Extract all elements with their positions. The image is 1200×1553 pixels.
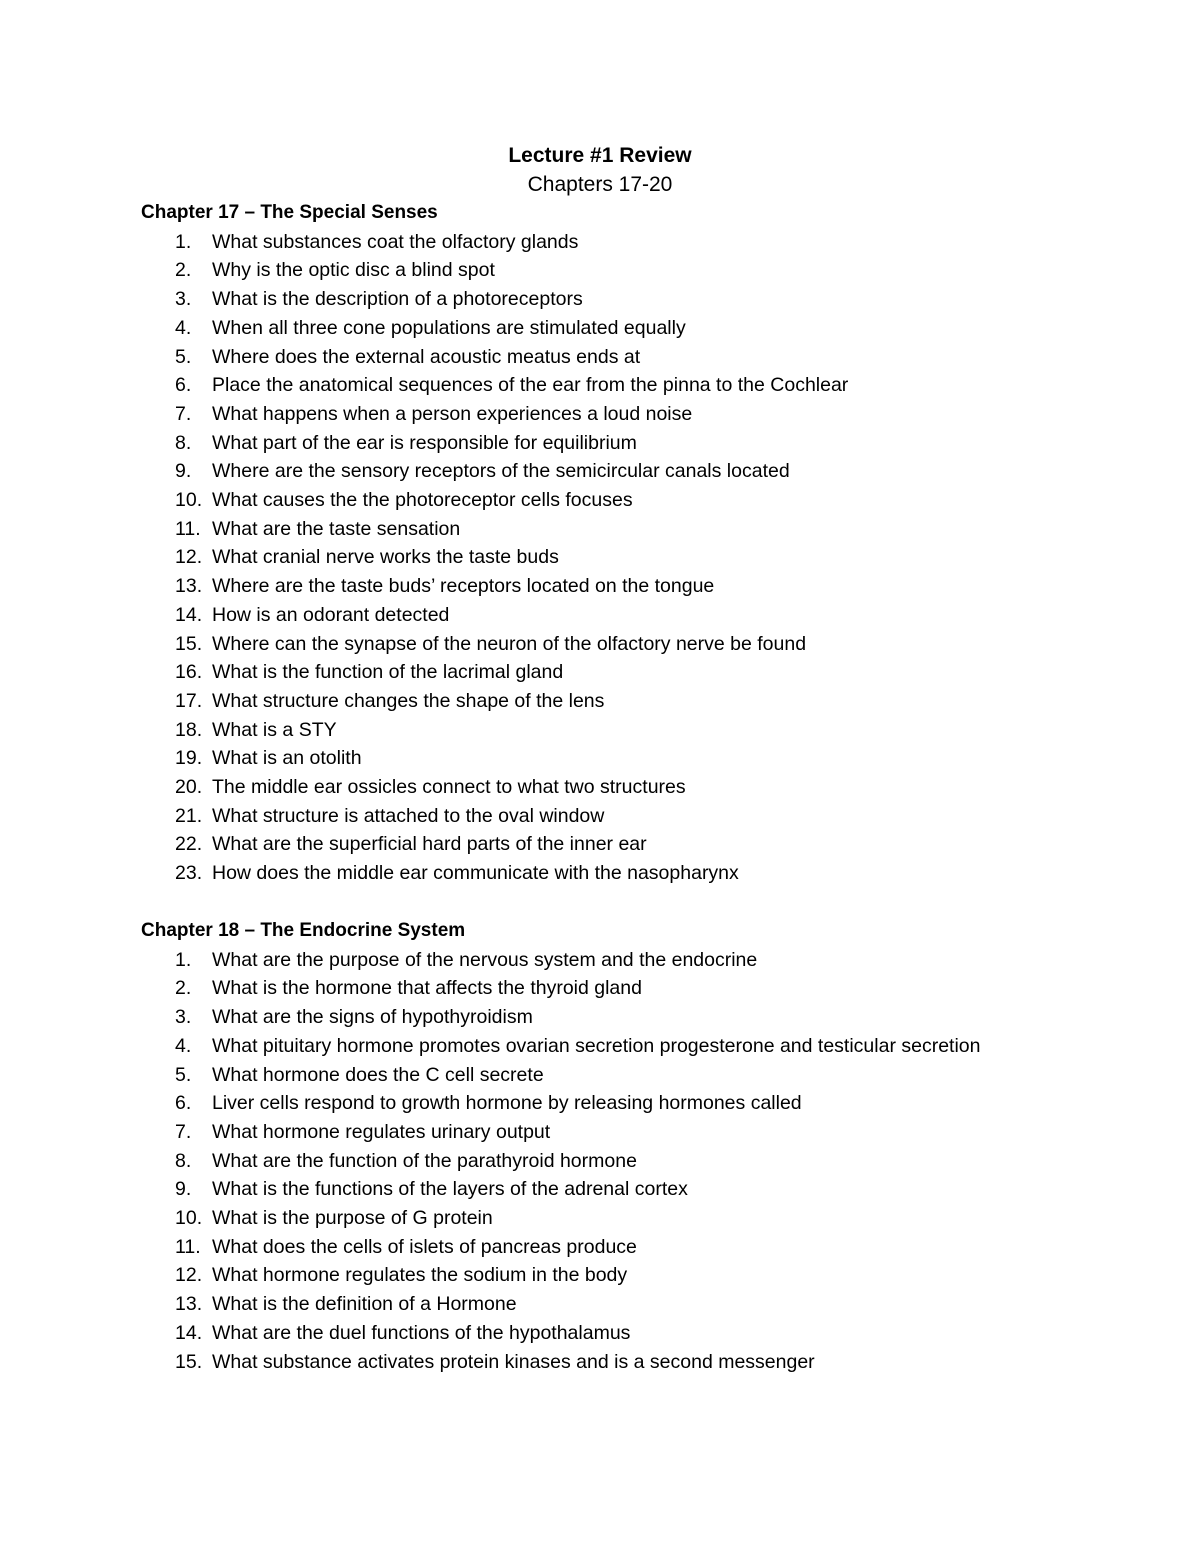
chapter-18-section: [141, 917, 1041, 1376]
question-number: 6.: [175, 374, 192, 397]
question-item: [141, 716, 1041, 745]
question-item: [141, 400, 1041, 429]
question-number: 12.: [175, 1264, 203, 1287]
question-text: What substance activates protein kinases and is a second messenger: [212, 1350, 815, 1373]
question-text: When all three cone populations are stimulated equally: [212, 316, 686, 339]
question-item: [141, 946, 1041, 975]
question-text: Where can the synapse of the neuron of the olfactory nerve be found: [212, 632, 807, 655]
question-number: 19.: [175, 747, 203, 770]
question-text: Where does the external acoustic meatus ends at: [212, 345, 641, 368]
question-number: 2.: [175, 977, 192, 1000]
question-item: [141, 486, 1041, 515]
question-item: [141, 429, 1041, 458]
question-item: [141, 1233, 1041, 1262]
chapter-17-heading: Chapter 17 – The Special Senses: [141, 202, 438, 223]
question-text: What hormone does the C cell secrete: [212, 1063, 544, 1086]
question-item: [141, 744, 1041, 773]
question-text: Place the anatomical sequences of the ear from the pinna to the Cochlear: [212, 374, 849, 397]
question-text: What is the functions of the layers of the adrenal cortex: [212, 1178, 688, 1201]
question-number: 6.: [175, 1092, 192, 1115]
question-text: What cranial nerve works the taste buds: [212, 546, 559, 569]
question-item: [141, 1118, 1041, 1147]
question-text: What hormone regulates the sodium in the body: [212, 1264, 628, 1287]
question-number: 10.: [175, 1207, 203, 1230]
question-item: [141, 314, 1041, 343]
question-text: What does the cells of islets of pancreas produce: [212, 1235, 637, 1258]
chapter-18-heading: Chapter 18 – The Endocrine System: [141, 920, 466, 941]
question-number: 21.: [175, 804, 203, 827]
question-item: [141, 457, 1041, 486]
question-number: 7.: [175, 1120, 192, 1143]
question-text: What happens when a person experiences a loud noise: [212, 402, 693, 425]
question-item: [141, 228, 1041, 257]
question-text: What is the description of a photoreceptors: [212, 288, 583, 311]
question-text: Liver cells respond to growth hormone by releasing hormones called: [212, 1092, 802, 1115]
question-number: 16.: [175, 661, 203, 684]
question-number: 11.: [175, 1235, 201, 1258]
question-number: 14.: [175, 1321, 203, 1344]
question-number: 3.: [175, 288, 192, 311]
question-item: [141, 658, 1041, 687]
question-text: What are the taste sensation: [212, 517, 461, 540]
question-number: 9.: [175, 1178, 192, 1201]
question-number: 17.: [175, 689, 203, 712]
question-number: 15.: [175, 632, 203, 655]
question-text: What is the purpose of G protein: [212, 1207, 493, 1230]
question-item: [141, 974, 1041, 1003]
chapter-17-question-list: [141, 228, 1041, 888]
question-number: 12.: [175, 546, 203, 569]
question-text: What are the duel functions of the hypothalamus: [212, 1321, 631, 1344]
question-text: What is the definition of a Hormone: [212, 1293, 517, 1316]
question-text: What is the function of the lacrimal gland: [212, 661, 564, 684]
question-text: Where are the taste buds’ receptors located on the tongue: [212, 575, 715, 598]
question-text: What are the superficial hard parts of the inner ear: [212, 833, 647, 856]
question-item: [141, 1290, 1041, 1319]
question-item: [141, 630, 1041, 659]
question-number: 20.: [175, 776, 203, 799]
question-text: The middle ear ossicles connect to what two structures: [212, 776, 686, 799]
question-number: 3.: [175, 1006, 192, 1029]
question-text: What is the hormone that affects the thyroid gland: [212, 977, 642, 1000]
question-number: 4.: [175, 316, 192, 339]
question-item: [141, 1261, 1041, 1290]
question-number: 15.: [175, 1350, 203, 1373]
question-text: What causes the the photoreceptor cells focuses: [212, 489, 633, 512]
question-text: Why is the optic disc a blind spot: [212, 259, 495, 282]
question-item: [141, 601, 1041, 630]
question-item: [141, 343, 1041, 372]
question-item: [141, 285, 1041, 314]
question-number: 13.: [175, 575, 203, 598]
question-item: [141, 1204, 1041, 1233]
question-item: [141, 687, 1041, 716]
chapter-18-question-list: [141, 946, 1041, 1377]
question-item: [141, 1319, 1041, 1348]
question-number: 1.: [175, 948, 192, 971]
question-number: 5.: [175, 1063, 192, 1086]
chapter-17-section: [141, 199, 1041, 888]
question-text: What is an otolith: [212, 747, 362, 770]
question-number: 14.: [175, 603, 203, 626]
question-text: What are the function of the parathyroid hormone: [212, 1149, 637, 1172]
question-text: What structure changes the shape of the lens: [212, 689, 605, 712]
question-number: 8.: [175, 431, 192, 454]
question-text: What hormone regulates urinary output: [212, 1120, 551, 1143]
question-item: [141, 1147, 1041, 1176]
document-title: Lecture #1 Review: [508, 144, 692, 167]
question-text: What is a STY: [212, 718, 337, 741]
question-text: What are the purpose of the nervous system and the endocrine: [212, 948, 758, 971]
question-item: [141, 1003, 1041, 1032]
question-item: [141, 1089, 1041, 1118]
question-item: [141, 371, 1041, 400]
question-text: How does the middle ear communicate with the nasopharynx: [212, 862, 739, 885]
question-item: [141, 1061, 1041, 1090]
question-item: [141, 572, 1041, 601]
question-number: 8.: [175, 1149, 192, 1172]
question-item: [141, 515, 1041, 544]
question-item: [141, 802, 1041, 831]
question-text: What part of the ear is responsible for equilibrium: [212, 431, 637, 454]
question-text: What are the signs of hypothyroidism: [212, 1006, 533, 1029]
question-item: [141, 859, 1041, 888]
question-text: How is an odorant detected: [212, 603, 450, 626]
question-item: [141, 830, 1041, 859]
question-item: [141, 773, 1041, 802]
question-item: [141, 256, 1041, 285]
question-number: 13.: [175, 1293, 203, 1316]
question-number: 1.: [175, 230, 192, 253]
question-number: 18.: [175, 718, 203, 741]
question-item: [141, 1175, 1041, 1204]
question-item: [141, 1348, 1041, 1377]
question-number: 22.: [175, 833, 203, 856]
question-text: What pituitary hormone promotes ovarian secretion progesterone and testicular secretion: [212, 1034, 981, 1057]
question-number: 2.: [175, 259, 192, 282]
question-text: Where are the sensory receptors of the semicircular canals located: [212, 460, 790, 483]
document-subtitle: Chapters 17-20: [527, 173, 673, 196]
question-number: 10.: [175, 489, 203, 512]
question-number: 7.: [175, 402, 192, 425]
question-text: What structure is attached to the oval window: [212, 804, 605, 827]
question-item: [141, 1032, 1041, 1061]
question-number: 5.: [175, 345, 192, 368]
question-item: [141, 543, 1041, 572]
question-number: 9.: [175, 460, 192, 483]
question-number: 4.: [175, 1034, 192, 1057]
question-number: 11.: [175, 517, 201, 540]
question-number: 23.: [175, 862, 203, 885]
question-text: What substances coat the olfactory glands: [212, 230, 579, 253]
